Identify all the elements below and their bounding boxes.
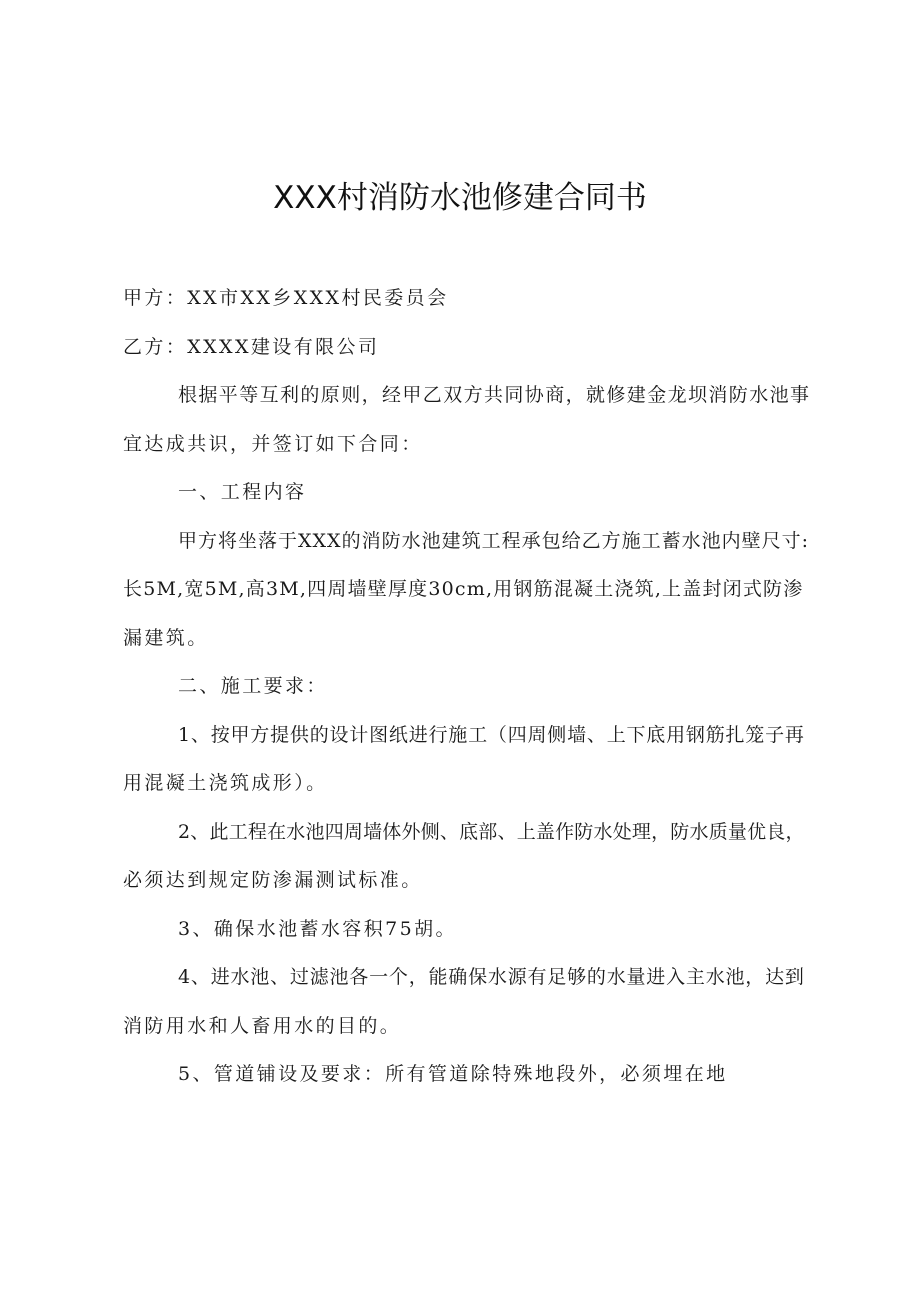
item2-line-2: 必须达到规定防渗漏测试标准。 (123, 869, 423, 891)
item5: 5、管道铺设及要求：所有管道除特殊地段外，必须埋在地 (178, 1063, 728, 1085)
item1-line-2: 用混凝土浇筑成形）。 (123, 772, 328, 794)
section1-line-3: 漏建筑。 (123, 627, 209, 649)
party-b: 乙方：XXXX建设有限公司 (123, 336, 380, 358)
item4-line-1: 4、进水池、过滤池各一个，能确保水源有足够的水量进入主水池，达到 (178, 966, 805, 988)
party-a: 甲方：XX市XX乡XXX村民委员会 (123, 287, 449, 309)
item1-line-1: 1、按甲方提供的设计图纸进行施工（四周侧墙、上下底用钢筋扎笼子再 (178, 724, 805, 746)
section1-line-2: 长5M,宽5M,高3M,四周墙壁厚度30cm,用钢筋混凝土浇筑,上盖封闭式防渗 (123, 578, 804, 600)
intro-line-2: 宜达成共识，并签订如下合同： (123, 433, 423, 455)
section1-line-1: 甲方将坐落于XXX的消防水池建筑工程承包给乙方施工蓄水池内壁尺寸: (178, 530, 809, 552)
item4-line-2: 消防用水和人畜用水的目的。 (123, 1015, 402, 1037)
document-title: XXX村消防水池修建合同书 (273, 180, 647, 216)
item2-line-1: 2、此工程在水池四周墙体外侧、底部、上盖作防水处理，防水质量优良， (178, 821, 805, 843)
section1-heading: 一、工程内容 (178, 481, 307, 503)
intro-line-1: 根据平等互利的原则，经甲乙双方共同协商，就修建金龙坝消防水池事 (178, 384, 811, 406)
item3: 3、确保水池蓄水容积75胡。 (178, 918, 457, 940)
section2-heading: 二、施工要求： (178, 675, 328, 697)
